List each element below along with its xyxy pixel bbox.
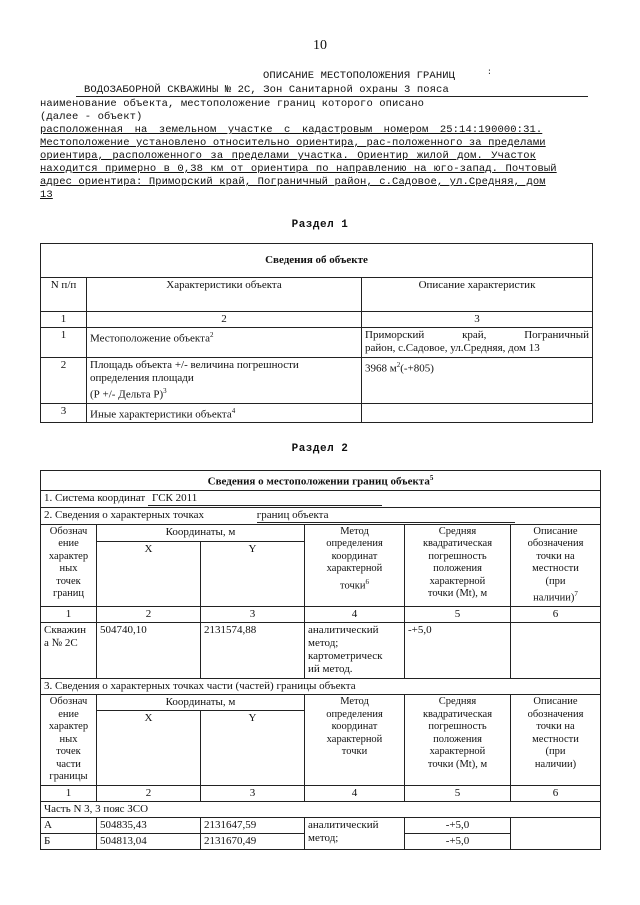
object-name: ВОДОЗАБОРНОЙ СКВАЖИНЫ № 2С, Зон Санитарной охраны 3 пояса — [84, 84, 449, 96]
table-row — [41, 817, 601, 833]
section-2-title: Раздел 2 — [291, 443, 349, 455]
part-header-description: Описание обозначения точки на местности (при наличии) — [511, 695, 601, 786]
part-header-y: Y — [201, 711, 305, 785]
header-x: X — [97, 541, 201, 607]
location-line: находится примерно в 0,38 км от ориентира по направлению на юго-запад. Почтовый — [40, 163, 557, 175]
part-point-x: 504835,43 — [97, 817, 201, 833]
col-number: 2 — [87, 312, 362, 328]
part-header-coords: Координаты, м — [97, 695, 305, 711]
row-number: 1 — [41, 328, 87, 358]
table-row — [41, 328, 593, 358]
part-header-point: Обознач ение характер ных точек части границы — [41, 695, 97, 786]
document-title: ОПИСАНИЕ МЕСТОПОЛОЖЕНИЯ ГРАНИЦ — [263, 70, 456, 82]
col-number: 5 — [405, 785, 511, 801]
part-point-y: 2131670,49 — [201, 833, 305, 849]
row-value: 3968 $м^2(-+805)$ — [362, 358, 593, 404]
point-name: Скважин а № 2С — [41, 623, 97, 679]
row-number: 3 — [41, 403, 87, 423]
part-point-accuracy: -+5,0 — [405, 817, 511, 833]
point-x: 504740,10 — [97, 623, 201, 679]
col-number: 2 — [97, 607, 201, 623]
header-description: Описание характеристик — [362, 278, 593, 312]
header-y: Y — [201, 541, 305, 607]
coord-system-row: 1. Система координат ГСК 2011 — [41, 490, 601, 507]
row-characteristic: Иные характеристики объекта$^4$ — [87, 403, 362, 423]
part-header-x: X — [97, 711, 201, 785]
col-number: 5 — [405, 607, 511, 623]
location-line: Местоположение установлено относительно ориентира, рас-положенного за пределами — [40, 137, 546, 149]
coord-system-value: ГСК 2011 — [148, 492, 382, 506]
row-value: Приморский край, Пограничный район, с.Садовое, ул.Средняя, дом 13 — [362, 328, 593, 358]
col-number: 1 — [41, 785, 97, 801]
table-row — [41, 358, 593, 404]
boundary-info-table — [40, 470, 601, 850]
header-accuracy: Средняя квадратическая погрешность положения характерной точки (Mt), м — [405, 524, 511, 607]
row-value — [362, 403, 593, 423]
header-method: Метод определения координат характерной точки$^6$ — [305, 524, 405, 607]
header-description: Описание обозначения точки на местности (при наличии)$^7$ — [511, 524, 601, 607]
part-header-method: Метод определения координат характерной точки — [305, 695, 405, 786]
col-number: 4 — [305, 785, 405, 801]
part-point-name: Б — [41, 833, 97, 849]
part-point-accuracy: -+5,0 — [405, 833, 511, 849]
col-number: 4 — [305, 607, 405, 623]
object-info-table-title: Сведения об объекте — [41, 244, 593, 278]
section-1-title: Раздел 1 — [291, 219, 349, 231]
col-number: 3 — [201, 607, 305, 623]
page-number: 10 — [313, 38, 327, 53]
location-line: 13 — [40, 189, 53, 201]
part-header-accuracy: Средняя квадратическая погрешность положения характерной точки (Mt), м — [405, 695, 511, 786]
point-description — [511, 623, 601, 679]
char-points-row: 2. Сведения о характерных точках границ объекта — [41, 507, 601, 524]
object-alias: (далее - объект) — [40, 111, 143, 123]
object-info-table — [40, 243, 593, 423]
part-name-row: Часть N 3, 3 пояс ЗСО — [41, 801, 601, 817]
col-number: 1 — [41, 312, 87, 328]
row-number: 2 — [41, 358, 87, 404]
point-y: 2131574,88 — [201, 623, 305, 679]
part-point-y: 2131647,59 — [201, 817, 305, 833]
point-accuracy: -+5,0 — [405, 623, 511, 679]
header-n: N п/п — [41, 278, 87, 312]
part-point-method: аналитический метод; — [305, 817, 405, 849]
location-line: расположенная на земельном участке с кадастровым номером 25:14:190000:31. — [40, 124, 543, 136]
location-line: ориентира, расположенного за пределами участка. Ориентир жилой дом. Участок — [40, 150, 537, 162]
row-characteristic: Площадь объекта +/- величина погрешности определения площади (Р +/- Дельта Р)$^3$ — [87, 358, 362, 404]
col-number: 1 — [41, 607, 97, 623]
col-number: 2 — [97, 785, 201, 801]
part-point-description — [511, 817, 601, 849]
title-mark: : — [487, 68, 492, 77]
point-method: аналитический метод; картометрическ ий метод. — [305, 623, 405, 679]
part-point-name: А — [41, 817, 97, 833]
col-number: 3 — [362, 312, 593, 328]
part-label-row: 3. Сведения о характерных точках части (частей) границы объекта — [41, 679, 601, 695]
col-number: 3 — [201, 785, 305, 801]
col-number: 6 — [511, 785, 601, 801]
part-point-x: 504813,04 — [97, 833, 201, 849]
row-characteristic: Местоположение объекта$^2$ — [87, 328, 362, 358]
header-coords: Координаты, м — [97, 524, 305, 541]
table-row — [41, 403, 593, 423]
header-point: Обознач ение характер ных точек границ — [41, 524, 97, 607]
location-line: адрес ориентира: Приморский край, Пограничный район, с.Садовое, ул.Средняя, дом — [40, 176, 546, 188]
table-row — [41, 623, 601, 679]
boundary-table-title: Сведения о местоположении границ объекта$^5$ — [41, 471, 601, 491]
col-number: 6 — [511, 607, 601, 623]
header-characteristics: Характеристики объекта — [87, 278, 362, 312]
object-caption: наименование объекта, местоположение границ которого описано — [40, 98, 425, 110]
